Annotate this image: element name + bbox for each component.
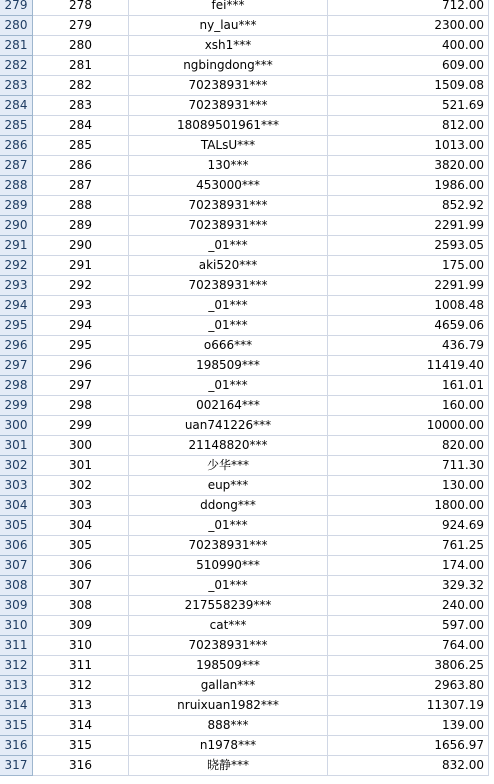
table-row[interactable]: [0, 76, 494, 96]
cell-amount[interactable]: [328, 56, 489, 76]
table-row[interactable]: [0, 756, 494, 776]
table-row[interactable]: [0, 316, 494, 336]
cell-index[interactable]: 313: [33, 696, 129, 716]
amount-value: 1008.48: [434, 298, 484, 312]
row-header[interactable]: 285: [0, 116, 33, 136]
cell-username[interactable]: 70238931***: [129, 536, 328, 556]
row-header[interactable]: 296: [0, 336, 33, 356]
cell-username[interactable]: 888***: [129, 716, 328, 736]
row-header[interactable]: 282: [0, 56, 33, 76]
cell-username[interactable]: _01***: [129, 376, 328, 396]
row-header[interactable]: 313: [0, 676, 33, 696]
cell-amount[interactable]: [328, 0, 489, 16]
amount-value: 10000.00: [426, 418, 484, 432]
amount-value: 4659.06: [434, 318, 484, 332]
row-header[interactable]: 288: [0, 176, 33, 196]
row-header[interactable]: 287: [0, 156, 33, 176]
cell-amount[interactable]: [328, 256, 489, 276]
cell-username[interactable]: 少华***: [129, 456, 328, 476]
cell-amount[interactable]: [328, 216, 489, 236]
table-row[interactable]: [0, 156, 494, 176]
amount-value: 832.00: [442, 758, 484, 772]
cell-username[interactable]: o666***: [129, 336, 328, 356]
amount-value: 11419.40: [426, 358, 484, 372]
cell-index[interactable]: 282: [33, 76, 129, 96]
cell-index[interactable]: 305: [33, 536, 129, 556]
table-row[interactable]: [0, 436, 494, 456]
row-header[interactable]: 284: [0, 96, 33, 116]
cell-amount[interactable]: [328, 716, 489, 736]
cell-index[interactable]: 292: [33, 276, 129, 296]
amount-value: 2291.99: [434, 278, 484, 292]
row-header[interactable]: 280: [0, 16, 33, 36]
row-header[interactable]: 289: [0, 196, 33, 216]
cell-username[interactable]: 70238931***: [129, 76, 328, 96]
table-row[interactable]: [0, 176, 494, 196]
row-header[interactable]: 315: [0, 716, 33, 736]
cell-index[interactable]: 294: [33, 316, 129, 336]
amount-value: 436.79: [442, 338, 484, 352]
cell-index[interactable]: 312: [33, 676, 129, 696]
cell-amount[interactable]: [328, 596, 489, 616]
amount-value: 711.30: [442, 458, 484, 472]
row-header[interactable]: 308: [0, 576, 33, 596]
cell-username[interactable]: xsh1***: [129, 36, 328, 56]
cell-amount[interactable]: [328, 576, 489, 596]
amount-value: 521.69: [442, 98, 484, 112]
row-header[interactable]: 306: [0, 536, 33, 556]
row-header[interactable]: 297: [0, 356, 33, 376]
cell-index[interactable]: 287: [33, 176, 129, 196]
cell-index[interactable]: 314: [33, 716, 129, 736]
amount-value: 764.00: [442, 638, 484, 652]
cell-index[interactable]: 291: [33, 256, 129, 276]
cell-index[interactable]: 304: [33, 516, 129, 536]
row-header[interactable]: 300: [0, 416, 33, 436]
row-header[interactable]: 317: [0, 756, 33, 776]
cell-amount[interactable]: [328, 416, 489, 436]
cell-amount[interactable]: [328, 276, 489, 296]
amount-value: 1013.00: [434, 138, 484, 152]
table-row[interactable]: [0, 56, 494, 76]
row-header[interactable]: 301: [0, 436, 33, 456]
table-row[interactable]: [0, 236, 494, 256]
amount-value: 1509.08: [434, 78, 484, 92]
table-row[interactable]: [0, 376, 494, 396]
amount-value: 924.69: [442, 518, 484, 532]
row-header[interactable]: 286: [0, 136, 33, 156]
table-row[interactable]: [0, 296, 494, 316]
row-header[interactable]: 292: [0, 256, 33, 276]
amount-value: 160.00: [442, 398, 484, 412]
cell-index[interactable]: 302: [33, 476, 129, 496]
table-row[interactable]: [0, 516, 494, 536]
cell-index[interactable]: 290: [33, 236, 129, 256]
table-row[interactable]: [0, 616, 494, 636]
cell-username[interactable]: _01***: [129, 236, 328, 256]
amount-value: 2291.99: [434, 218, 484, 232]
cell-index[interactable]: 315: [33, 736, 129, 756]
table-row[interactable]: [0, 96, 494, 116]
cell-index[interactable]: 298: [33, 396, 129, 416]
amount-value: 820.00: [442, 438, 484, 452]
cell-amount[interactable]: [328, 676, 489, 696]
cell-username[interactable]: gallan***: [129, 676, 328, 696]
cell-amount[interactable]: [328, 136, 489, 156]
table-row[interactable]: [0, 576, 494, 596]
cell-index[interactable]: 307: [33, 576, 129, 596]
table-row[interactable]: [0, 476, 494, 496]
table-row[interactable]: [0, 736, 494, 756]
table-row[interactable]: [0, 396, 494, 416]
cell-username[interactable]: uan741226***: [129, 416, 328, 436]
table-row[interactable]: [0, 536, 494, 556]
cell-username[interactable]: eup***: [129, 476, 328, 496]
amount-value: 240.00: [442, 598, 484, 612]
cell-amount[interactable]: [328, 696, 489, 716]
cell-amount[interactable]: [328, 156, 489, 176]
cell-username[interactable]: n1978***: [129, 736, 328, 756]
cell-amount[interactable]: [328, 616, 489, 636]
cell-amount[interactable]: [328, 316, 489, 336]
amount-value: 329.32: [442, 578, 484, 592]
table-row[interactable]: [0, 256, 494, 276]
cell-username[interactable]: 70238931***: [129, 216, 328, 236]
amount-value: 1800.00: [434, 498, 484, 512]
cell-index[interactable]: 289: [33, 216, 129, 236]
cell-username[interactable]: 21148820***: [129, 436, 328, 456]
cell-username[interactable]: 198509***: [129, 656, 328, 676]
row-header[interactable]: 307: [0, 556, 33, 576]
cell-index[interactable]: 283: [33, 96, 129, 116]
cell-index[interactable]: 285: [33, 136, 129, 156]
cell-amount[interactable]: [328, 16, 489, 36]
cell-username[interactable]: fei***: [129, 0, 328, 16]
row-header[interactable]: 304: [0, 496, 33, 516]
cell-index[interactable]: 293: [33, 296, 129, 316]
cell-username[interactable]: ddong***: [129, 496, 328, 516]
cell-index[interactable]: 281: [33, 56, 129, 76]
table-row[interactable]: [0, 696, 494, 716]
cell-index[interactable]: 296: [33, 356, 129, 376]
table-row[interactable]: [0, 216, 494, 236]
cell-amount[interactable]: [328, 656, 489, 676]
cell-amount[interactable]: [328, 376, 489, 396]
cell-username[interactable]: 70238931***: [129, 276, 328, 296]
table-row[interactable]: [0, 556, 494, 576]
amount-value: 761.25: [442, 538, 484, 552]
row-header[interactable]: 279: [0, 0, 33, 16]
amount-value: 3820.00: [434, 158, 484, 172]
table-row[interactable]: [0, 36, 494, 56]
table-row[interactable]: [0, 136, 494, 156]
row-header[interactable]: 299: [0, 396, 33, 416]
row-header[interactable]: 303: [0, 476, 33, 496]
cell-username[interactable]: ngbingdong***: [129, 56, 328, 76]
cell-amount[interactable]: [328, 356, 489, 376]
cell-amount[interactable]: [328, 116, 489, 136]
cell-username[interactable]: cat***: [129, 616, 328, 636]
row-header[interactable]: 293: [0, 276, 33, 296]
cell-amount[interactable]: [328, 176, 489, 196]
cell-username[interactable]: _01***: [129, 316, 328, 336]
table-row[interactable]: [0, 636, 494, 656]
row-header[interactable]: 305: [0, 516, 33, 536]
cell-username[interactable]: _01***: [129, 576, 328, 596]
cell-username[interactable]: 70238931***: [129, 636, 328, 656]
cell-username[interactable]: 453000***: [129, 176, 328, 196]
row-header[interactable]: 283: [0, 76, 33, 96]
cell-amount[interactable]: [328, 396, 489, 416]
cell-username[interactable]: 198509***: [129, 356, 328, 376]
cell-amount[interactable]: [328, 196, 489, 216]
cell-amount[interactable]: [328, 296, 489, 316]
cell-index[interactable]: 301: [33, 456, 129, 476]
table-row[interactable]: [0, 716, 494, 736]
row-header[interactable]: 295: [0, 316, 33, 336]
table-row[interactable]: [0, 596, 494, 616]
cell-index[interactable]: 286: [33, 156, 129, 176]
cell-index[interactable]: 310: [33, 636, 129, 656]
cell-username[interactable]: 70238931***: [129, 96, 328, 116]
cell-amount[interactable]: [328, 476, 489, 496]
table-row[interactable]: [0, 196, 494, 216]
cell-amount[interactable]: [328, 536, 489, 556]
row-header[interactable]: 316: [0, 736, 33, 756]
cell-username[interactable]: 18089501961***: [129, 116, 328, 136]
cell-amount[interactable]: [328, 36, 489, 56]
row-header[interactable]: 291: [0, 236, 33, 256]
cell-username[interactable]: nruixuan1982***: [129, 696, 328, 716]
table-row[interactable]: [0, 116, 494, 136]
row-header[interactable]: 298: [0, 376, 33, 396]
cell-index[interactable]: 306: [33, 556, 129, 576]
cell-index[interactable]: 278: [33, 0, 129, 16]
cell-amount[interactable]: [328, 456, 489, 476]
amount-value: 1986.00: [434, 178, 484, 192]
amount-value: 161.01: [442, 378, 484, 392]
cell-index[interactable]: 311: [33, 656, 129, 676]
cell-username[interactable]: aki520***: [129, 256, 328, 276]
cell-amount[interactable]: [328, 736, 489, 756]
cell-amount[interactable]: [328, 636, 489, 656]
cell-amount[interactable]: [328, 516, 489, 536]
cell-username[interactable]: 510990***: [129, 556, 328, 576]
amount-value: 174.00: [442, 558, 484, 572]
cell-index[interactable]: 279: [33, 16, 129, 36]
amount-value: 130.00: [442, 478, 484, 492]
cell-username[interactable]: TALsU***: [129, 136, 328, 156]
amount-value: 2300.00: [434, 18, 484, 32]
cell-username[interactable]: 晓静***: [129, 756, 328, 776]
cell-index[interactable]: 300: [33, 436, 129, 456]
cell-index[interactable]: 288: [33, 196, 129, 216]
cell-index[interactable]: 309: [33, 616, 129, 636]
table-row[interactable]: [0, 336, 494, 356]
amount-value: 712.00: [442, 0, 484, 12]
amount-value: 2593.05: [434, 238, 484, 252]
table-row[interactable]: [0, 356, 494, 376]
cell-amount[interactable]: [328, 76, 489, 96]
amount-value: 852.92: [442, 198, 484, 212]
amount-value: 175.00: [442, 258, 484, 272]
amount-value: 400.00: [442, 38, 484, 52]
cell-username[interactable]: 130***: [129, 156, 328, 176]
row-header[interactable]: 290: [0, 216, 33, 236]
cell-index[interactable]: 316: [33, 756, 129, 776]
row-header[interactable]: 294: [0, 296, 33, 316]
cell-index[interactable]: 284: [33, 116, 129, 136]
amount-value: 1656.97: [434, 738, 484, 752]
cell-amount[interactable]: [328, 556, 489, 576]
cell-index[interactable]: 295: [33, 336, 129, 356]
cell-username[interactable]: 002164***: [129, 396, 328, 416]
cell-username[interactable]: 70238931***: [129, 196, 328, 216]
cell-amount[interactable]: [328, 756, 489, 776]
table-row[interactable]: [0, 16, 494, 36]
amount-value: 3806.25: [434, 658, 484, 672]
cell-username[interactable]: _01***: [129, 516, 328, 536]
amount-value: 812.00: [442, 118, 484, 132]
amount-value: 139.00: [442, 718, 484, 732]
cell-amount[interactable]: [328, 336, 489, 356]
amount-value: 11307.19: [426, 698, 484, 712]
cell-amount[interactable]: [328, 436, 489, 456]
table-row[interactable]: [0, 676, 494, 696]
cell-index[interactable]: 303: [33, 496, 129, 516]
cell-amount[interactable]: [328, 236, 489, 256]
row-header[interactable]: 311: [0, 636, 33, 656]
cell-index[interactable]: 308: [33, 596, 129, 616]
table-row[interactable]: [0, 276, 494, 296]
cell-username[interactable]: _01***: [129, 296, 328, 316]
row-header[interactable]: 310: [0, 616, 33, 636]
row-header[interactable]: 314: [0, 696, 33, 716]
amount-value: 597.00: [442, 618, 484, 632]
amount-value: 609.00: [442, 58, 484, 72]
cell-username[interactable]: 217558239***: [129, 596, 328, 616]
row-header[interactable]: 302: [0, 456, 33, 476]
cell-index[interactable]: 297: [33, 376, 129, 396]
row-header[interactable]: 312: [0, 656, 33, 676]
table-row[interactable]: [0, 456, 494, 476]
row-header[interactable]: 309: [0, 596, 33, 616]
table-row[interactable]: [0, 0, 494, 16]
cell-username[interactable]: ny_lau***: [129, 16, 328, 36]
cell-index[interactable]: 280: [33, 36, 129, 56]
table-row[interactable]: [0, 496, 494, 516]
cell-index[interactable]: 299: [33, 416, 129, 436]
table-row[interactable]: [0, 656, 494, 676]
amount-value: 2963.80: [434, 678, 484, 692]
row-header[interactable]: 281: [0, 36, 33, 56]
table-row[interactable]: [0, 416, 494, 436]
cell-amount[interactable]: [328, 96, 489, 116]
cell-amount[interactable]: [328, 496, 489, 516]
